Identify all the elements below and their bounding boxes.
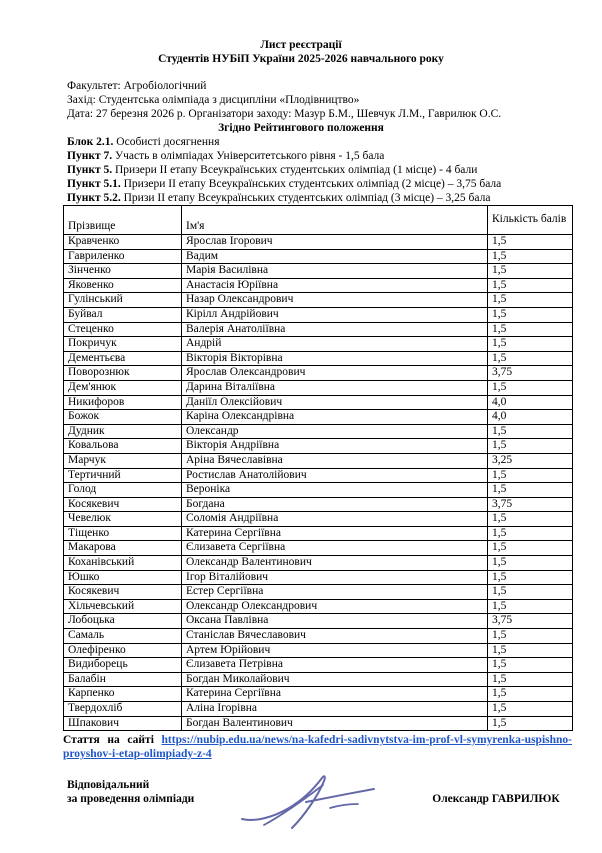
header-firstname: Ім'я	[182, 206, 488, 235]
table-row	[64, 439, 573, 454]
cell-surname: Буйвал	[64, 307, 182, 322]
table-row	[64, 293, 573, 308]
cell-firstname: Ярослав Олександрович	[182, 366, 488, 381]
cell-firstname: Богдан Валентинович	[182, 716, 488, 731]
cell-score: 1,5	[488, 643, 573, 658]
table-row	[64, 629, 573, 644]
cell-surname: Божок	[64, 410, 182, 425]
cell-surname: Дудник	[64, 424, 182, 439]
results-table-body	[64, 235, 573, 731]
cell-surname: Косякевич	[64, 497, 182, 512]
rule-text: Участь в олімпіадах Університетського рівня - 1,5 бала	[112, 150, 385, 162]
table-row	[64, 702, 573, 717]
signer-name: Олександр ГАВРИЛЮК	[432, 793, 560, 805]
cell-score: 1,5	[488, 526, 573, 541]
cell-firstname: Марія Василівна	[182, 264, 488, 279]
table-row	[64, 687, 573, 702]
cell-score: 1,5	[488, 439, 573, 454]
cell-firstname: Назар Олександрович	[182, 293, 488, 308]
cell-firstname: Єлизавета Петрівна	[182, 658, 488, 673]
cell-score: 3,75	[488, 366, 573, 381]
cell-firstname: Валерія Анатоліївна	[182, 322, 488, 337]
cell-score: 1,5	[488, 702, 573, 717]
rating-heading: Згідно Рейтингового положення	[218, 122, 384, 134]
cell-firstname: Олександр Валентинович	[182, 556, 488, 571]
table-row	[64, 264, 573, 279]
rule-block-2-1	[67, 135, 572, 149]
table-row	[64, 643, 573, 658]
cell-score: 1,5	[488, 599, 573, 614]
cell-surname: Ковальова	[64, 439, 182, 454]
cell-surname: Юшко	[64, 570, 182, 585]
table-row	[64, 366, 573, 381]
cell-firstname: Андрій	[182, 337, 488, 352]
cell-firstname: Дарина Віталіївна	[182, 380, 488, 395]
rule-label: Блок 2.1.	[67, 136, 114, 148]
table-row	[64, 307, 573, 322]
cell-surname: Лобоцька	[64, 614, 182, 629]
table-row	[64, 716, 573, 731]
cell-score: 1,5	[488, 322, 573, 337]
cell-surname: Чевелюк	[64, 512, 182, 527]
cell-surname: Голод	[64, 483, 182, 498]
cell-surname: Олефіренко	[64, 643, 182, 658]
cell-surname: Гавриленко	[64, 249, 182, 264]
cell-score: 3,75	[488, 614, 573, 629]
cell-surname: Балабін	[64, 672, 182, 687]
cell-score: 1,5	[488, 249, 573, 264]
cell-score: 1,5	[488, 468, 573, 483]
cell-surname: Стеценко	[64, 322, 182, 337]
cell-score: 1,5	[488, 541, 573, 556]
date-organizers-line: Дата: 27 березня 2026 р. Організатори заходу: Мазур Б.М., Шевчук Л.М., Гаврилюк О.С.	[67, 108, 502, 120]
cell-score: 1,5	[488, 380, 573, 395]
article-link[interactable]: https://nubip.edu.ua/news/na-kafedri-sadivnytstva-im-prof-vl-symyrenka-uspishno-proyshov-i-etap-olimpiady-z-4	[63, 734, 572, 761]
cell-score: 1,5	[488, 716, 573, 731]
title-line-1: Лист реєстрації	[260, 39, 342, 51]
rule-label: Пункт 5.2.	[67, 192, 121, 204]
cell-surname: Поворознюк	[64, 366, 182, 381]
cell-surname: Видиборець	[64, 658, 182, 673]
cell-surname: Самаль	[64, 629, 182, 644]
cell-firstname: Соломія Андріївна	[182, 512, 488, 527]
cell-firstname: Олександр Олександрович	[182, 599, 488, 614]
cell-score: 3,75	[488, 497, 573, 512]
cell-surname: Гулінський	[64, 293, 182, 308]
cell-firstname: Даніїл Олексійович	[182, 395, 488, 410]
article-label: Стаття на сайті	[63, 734, 154, 747]
table-row	[64, 249, 573, 264]
table-row	[64, 468, 573, 483]
cell-score: 1,5	[488, 687, 573, 702]
cell-firstname: Богдана	[182, 497, 488, 512]
cell-surname: Покричук	[64, 337, 182, 352]
cell-firstname: Естер Сергіївна	[182, 585, 488, 600]
rule-text: Призи ІІ етапу Всеукраїнських студентських олімпіад (3 місце) – 3,25 бала	[120, 192, 491, 204]
cell-surname: Карпенко	[64, 687, 182, 702]
rule-label: Пункт 7.	[67, 150, 113, 162]
cell-score: 1,5	[488, 293, 573, 308]
cell-score: 1,5	[488, 337, 573, 352]
table-row	[64, 483, 573, 498]
cell-firstname: Єлизавета Сергіївна	[182, 541, 488, 556]
table-row	[64, 599, 573, 614]
cell-score: 1,5	[488, 512, 573, 527]
cell-firstname: Оксана Павлівна	[182, 614, 488, 629]
cell-firstname: Катерина Сергіївна	[182, 687, 488, 702]
table-row	[64, 395, 573, 410]
table-row	[64, 658, 573, 673]
table-row	[64, 526, 573, 541]
info-block	[67, 79, 572, 121]
signature-block	[67, 778, 572, 838]
cell-score: 1,5	[488, 672, 573, 687]
cell-firstname: Аріна Вячеславівна	[182, 453, 488, 468]
cell-firstname: Анастасія Юріївна	[182, 278, 488, 293]
cell-surname: Хільчевський	[64, 599, 182, 614]
table-row	[64, 614, 573, 629]
table-row	[64, 497, 573, 512]
table-row	[64, 351, 573, 366]
cell-score: 1,5	[488, 264, 573, 279]
header-surname: Прізвище	[64, 206, 182, 235]
rule-text: Призери ІІ етапу Всеукраїнських студентських олімпіад (1 місце) - 4 бали	[112, 164, 478, 176]
responsible-role-label	[67, 778, 194, 806]
table-row	[64, 380, 573, 395]
cell-firstname: Ростислав Анатолійович	[182, 468, 488, 483]
cell-surname: Макарова	[64, 541, 182, 556]
cell-score: 1,5	[488, 570, 573, 585]
cell-firstname: Каріна Олександрівна	[182, 410, 488, 425]
document-title	[0, 38, 602, 66]
table-row	[64, 235, 573, 250]
cell-score: 1,5	[488, 483, 573, 498]
role-line-1: Відповідальний	[67, 779, 150, 791]
cell-score: 1,5	[488, 351, 573, 366]
cell-score: 1,5	[488, 629, 573, 644]
rule-label: Пункт 5.1.	[67, 178, 121, 190]
cell-score: 1,5	[488, 235, 573, 250]
cell-surname: Дементьєва	[64, 351, 182, 366]
article-line	[63, 733, 572, 761]
cell-surname: Дем'янюк	[64, 380, 182, 395]
cell-firstname: Вероніка	[182, 483, 488, 498]
rule-item-7	[67, 149, 572, 163]
rule-item-5	[67, 163, 572, 177]
table-row	[64, 322, 573, 337]
cell-surname: Шпакович	[64, 716, 182, 731]
cell-score: 1,5	[488, 585, 573, 600]
signature-stroke	[242, 776, 325, 828]
cell-score: 1,5	[488, 307, 573, 322]
cell-surname: Косякевич	[64, 585, 182, 600]
role-line-2: за проведення олімпіади	[67, 793, 195, 805]
table-row	[64, 556, 573, 571]
rule-text: Особисті досягнення	[113, 136, 220, 148]
cell-firstname: Станіслав Вячеславович	[182, 629, 488, 644]
cell-score: 1,5	[488, 278, 573, 293]
cell-firstname: Богдан Миколайович	[182, 672, 488, 687]
cell-score: 3,25	[488, 453, 573, 468]
rule-label: Пункт 5.	[67, 164, 113, 176]
cell-surname: Тертичний	[64, 468, 182, 483]
rule-item-5-1	[67, 177, 572, 191]
table-row	[64, 278, 573, 293]
results-table	[63, 205, 573, 731]
cell-score: 1,5	[488, 424, 573, 439]
cell-surname: Кравченко	[64, 235, 182, 250]
rule-text: Призери ІІ етапу Всеукраїнських студентських олімпіад (2 місце) – 3,75 бала	[120, 178, 502, 190]
table-row	[64, 672, 573, 687]
table-row	[64, 512, 573, 527]
table-row	[64, 570, 573, 585]
cell-firstname: Аліна Ігорівна	[182, 702, 488, 717]
cell-surname: Тіщенко	[64, 526, 182, 541]
table-row	[64, 337, 573, 352]
cell-surname: Коханівський	[64, 556, 182, 571]
handwritten-signature-icon	[234, 772, 404, 838]
cell-surname: Марчук	[64, 453, 182, 468]
table-header-row	[64, 206, 573, 235]
table-row	[64, 585, 573, 600]
cell-firstname: Олександр	[182, 424, 488, 439]
table-row	[64, 541, 573, 556]
cell-score: 1,5	[488, 658, 573, 673]
cell-surname: Твердохліб	[64, 702, 182, 717]
cell-firstname: Ігор Віталійович	[182, 570, 488, 585]
cell-surname: Никифоров	[64, 395, 182, 410]
faculty-line: Факультет: Агробіологічний	[67, 80, 207, 92]
cell-firstname: Вадим	[182, 249, 488, 264]
cell-firstname: Вікторія Вікторівна	[182, 351, 488, 366]
cell-surname: Зінченко	[64, 264, 182, 279]
cell-surname: Яковенко	[64, 278, 182, 293]
cell-firstname: Артем Юрійович	[182, 643, 488, 658]
rule-item-5-2	[67, 191, 572, 205]
title-line-2: Студентів НУБіП України 2025-2026 навчального року	[158, 53, 444, 65]
cell-firstname: Ярослав Ігорович	[182, 235, 488, 250]
cell-firstname: Катерина Сергіївна	[182, 526, 488, 541]
cell-score: 4,0	[488, 410, 573, 425]
table-row	[64, 453, 573, 468]
cell-score: 4,0	[488, 395, 573, 410]
header-score: Кількість балів	[488, 206, 573, 235]
rules-block	[67, 135, 572, 205]
cell-firstname: Кірілл Андрійович	[182, 307, 488, 322]
cell-score: 1,5	[488, 556, 573, 571]
table-row	[64, 424, 573, 439]
event-line: Захід: Студентська олімпіада з дисципліни «Плодівництво»	[67, 94, 360, 106]
cell-firstname: Вікторія Андріївна	[182, 439, 488, 454]
signature-stroke	[330, 804, 358, 808]
table-row	[64, 410, 573, 425]
